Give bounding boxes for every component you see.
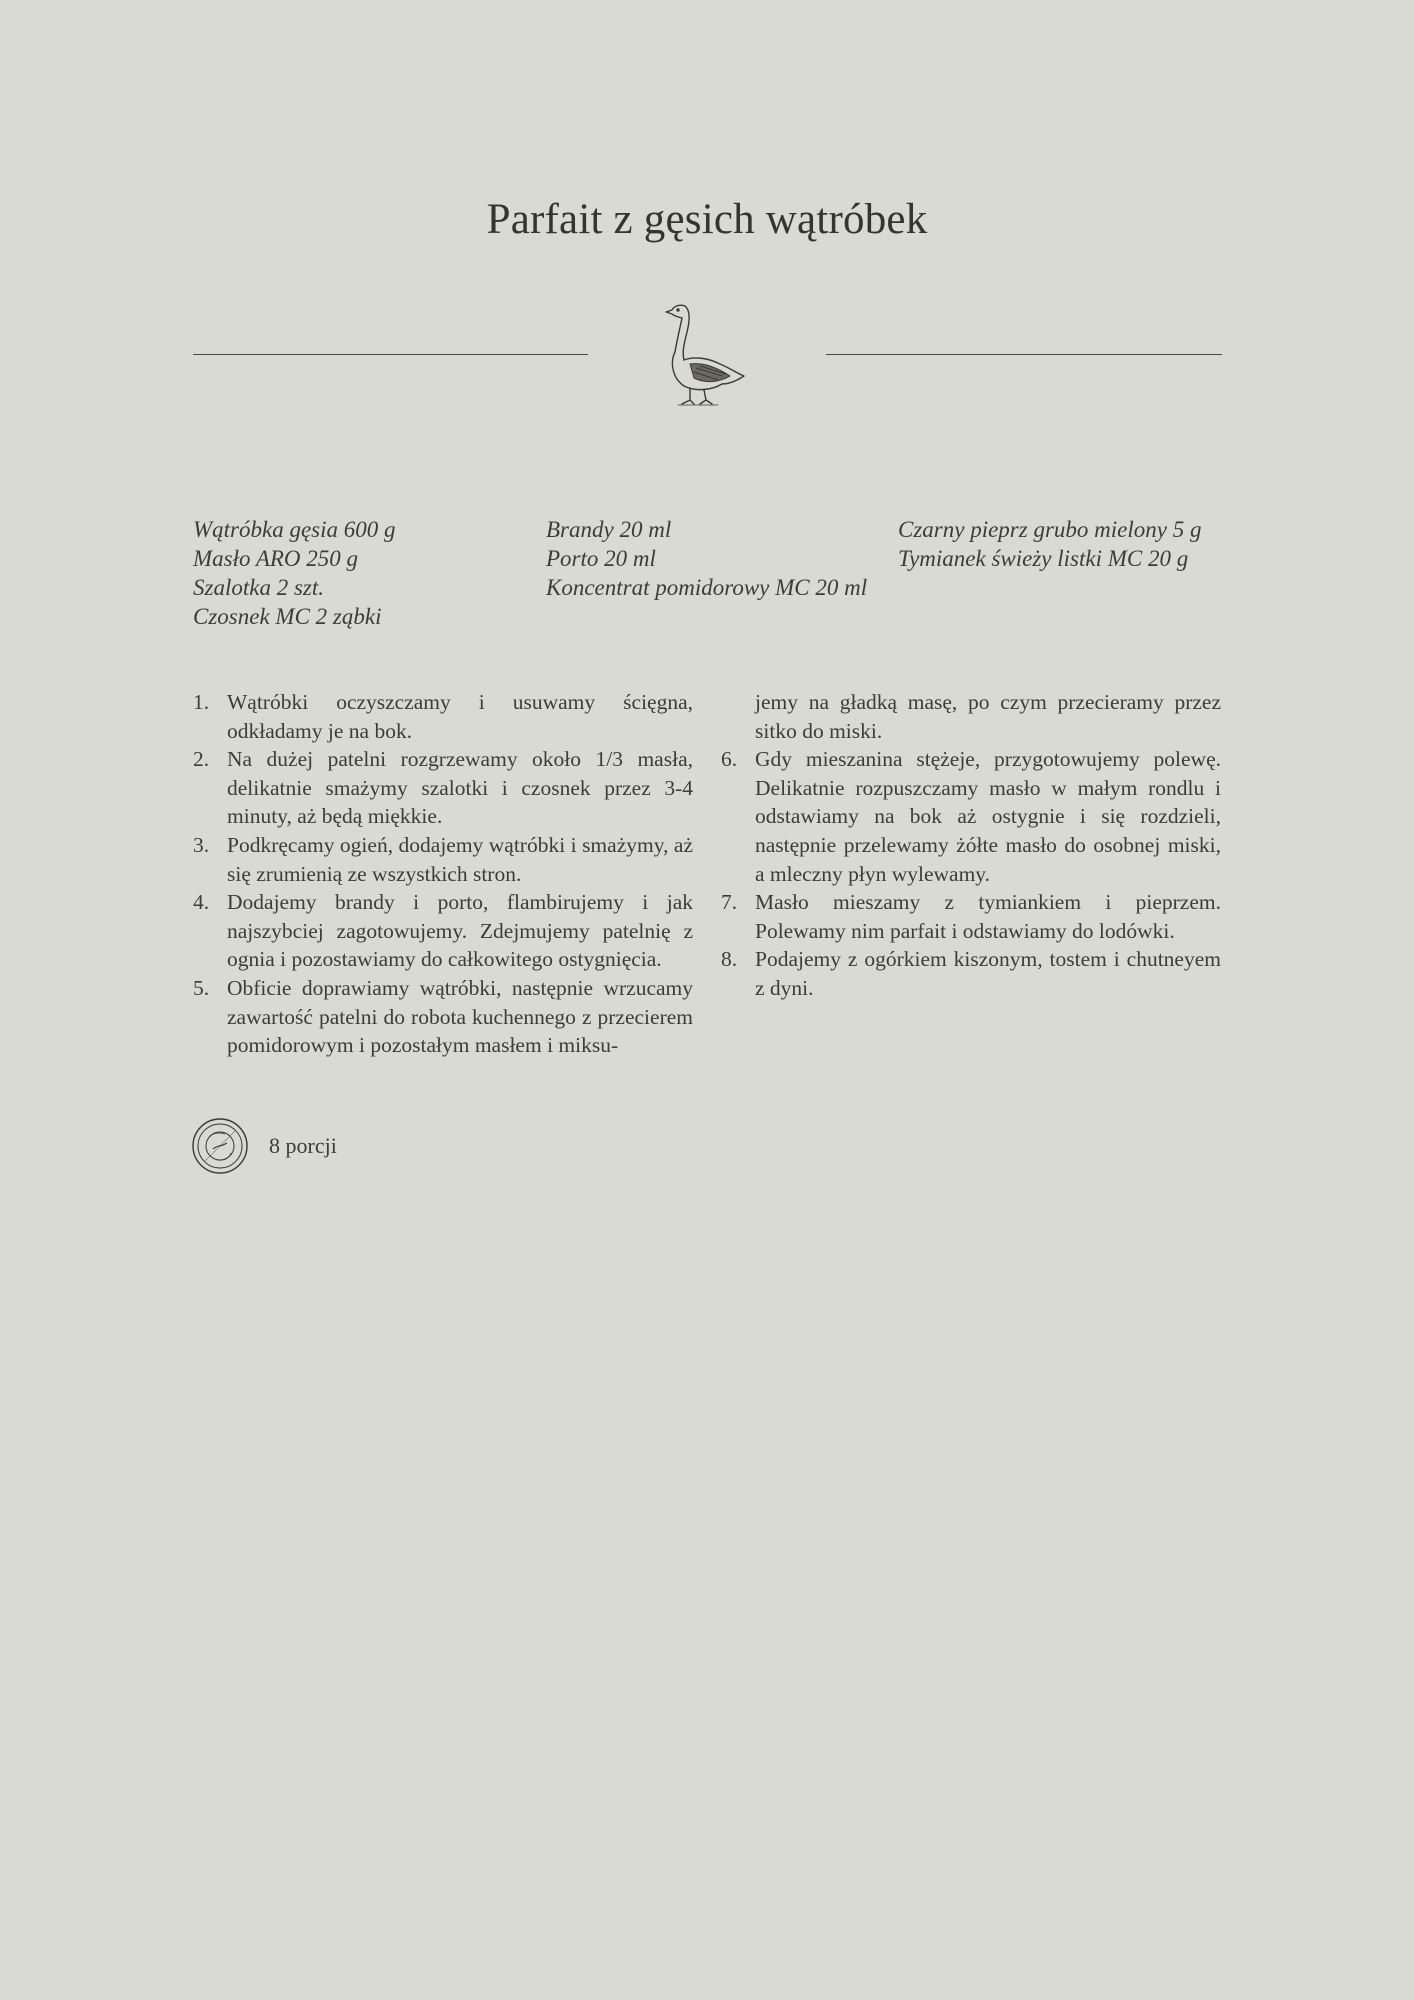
ingredients-column-2 (546, 515, 867, 602)
step-item (193, 688, 693, 745)
steps-column-right (721, 688, 1221, 1003)
step-number: 7. (721, 890, 738, 915)
divider-left (193, 354, 588, 355)
ingredient: Czosnek MC 2 ząbki (193, 604, 382, 629)
step-text: Podkręcamy ogień, dodajemy wątróbki i smażymy, aż się zrumienią ze wszystkich stron. (227, 832, 693, 886)
portions-label: 8 porcji (269, 1133, 337, 1158)
ingredient: Koncentrat pomidorowy MC 20 ml (546, 575, 868, 600)
step-text: Gdy mieszanina stężeje, przygotowujemy polewę. Delikatnie rozpuszczamy masło w małym rondlu i odstawiamy na bok aż ostygnie i się rozdzieli, następnie przelewamy żółte masło do osobnej miski, a mleczny płyn wylewamy. (755, 747, 1221, 886)
step-text: Wątróbki oczyszczamy i usuwamy ścięgna, odkładamy je na bok. (227, 690, 693, 743)
ingredient: Czarny pieprz grubo mielony 5 g (898, 517, 1202, 542)
step-item (721, 888, 1221, 945)
ingredients-column-3 (898, 515, 1201, 573)
ingredient: Wątróbka gęsia 600 g (193, 517, 396, 542)
step-number: 1. (193, 690, 210, 714)
step-text: Obficie doprawiamy wątróbki, następnie wrzucamy zawartość patelni do robota kuchennego z przecierem pomidorowym i pozostałym masłem i miksu- (227, 975, 693, 1058)
step-number: 6. (721, 747, 738, 772)
step-text: Masło mieszamy z tymiankiem i pieprzem. Polewamy nim parfait i odstawiamy do lodówki. (755, 890, 1221, 943)
recipe-title: Parfait z gęsich wątróbek (486, 196, 928, 243)
step-item (193, 888, 693, 974)
plate-icon (191, 1117, 249, 1175)
step-item (193, 974, 693, 1060)
step-number: 8. (721, 947, 738, 972)
ingredient: Brandy 20 ml (546, 517, 672, 542)
step-text: Dodajemy brandy i porto, flambirujemy i jak najszybciej zagotowujemy. Zdejmujemy patelnię z ognia i pozostawiamy do całkowitego ostygnięcia. (227, 890, 693, 972)
step-item (721, 745, 1221, 888)
step-item (193, 831, 693, 888)
ingredients-column-1 (193, 515, 396, 631)
goose-icon (660, 300, 752, 410)
step-number: 2. (193, 747, 210, 772)
ingredient: Szalotka 2 szt. (193, 575, 324, 600)
steps-column-left (193, 688, 693, 1060)
step-text: Na dużej patelni rozgrzewamy około 1/3 masła, delikatnie smażymy szalotki i czosnek przez 3-4 minuty, aż będą miękkie. (227, 747, 693, 829)
ingredient: Porto 20 ml (546, 546, 656, 571)
step-number: 4. (193, 890, 210, 915)
step-continuation: jemy na gładką masę, po czym przecieramy przez sitko do miski. (755, 690, 1221, 743)
step-item (721, 945, 1221, 1002)
divider-right (826, 354, 1222, 355)
step-number: 3. (193, 832, 210, 857)
step-text: Podajemy z ogórkiem kiszonym, tostem i chutneyem z dyni. (755, 947, 1221, 1000)
ingredient: Tymianek świeży listki MC 20 g (898, 546, 1189, 571)
step-number: 5. (193, 975, 210, 1000)
ingredient: Masło ARO 250 g (193, 546, 359, 571)
step-item (193, 745, 693, 831)
portions-info (191, 1117, 337, 1175)
